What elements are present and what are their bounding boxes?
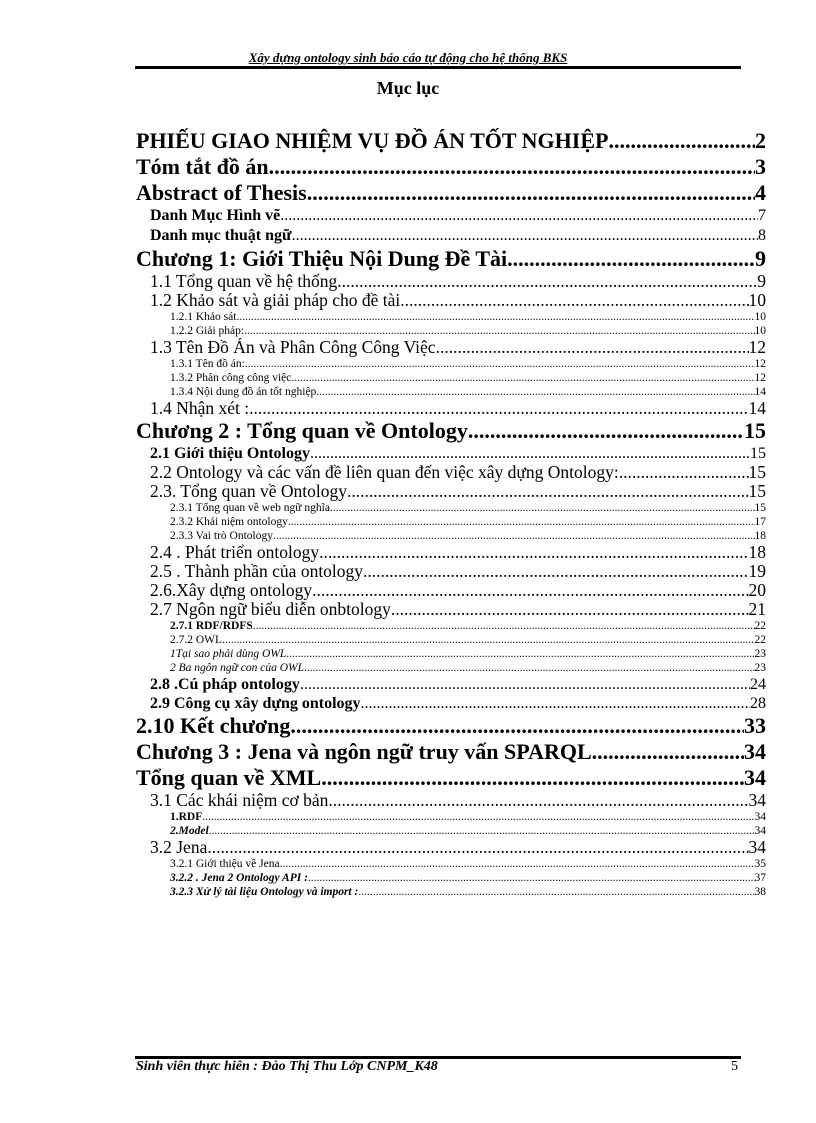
toc-entry[interactable]: Chương 2 : Tổng quan về Ontology ..... 15	[136, 418, 766, 444]
toc-entry[interactable]: 2.7.1 RDF/RDFS ..... 22	[136, 619, 766, 633]
toc-entry[interactable]: 3.1 Các khái niệm cơ bản ..... 34	[136, 791, 766, 810]
toc-entry[interactable]: 3.2 Jena ..... 34	[136, 838, 766, 857]
running-header: Xây dựng ontology sinh báo cáo tự động cho hệ thống BKS	[248, 50, 568, 65]
toc-entry[interactable]: 2.3.3 Vai trò Ontology ..... 18	[136, 529, 766, 543]
toc-entry[interactable]: 2.3.2 Khái niệm ontology ..... 17	[136, 515, 766, 529]
toc-entry[interactable]: 2.9 Công cụ xây dựng ontology ..... 28	[136, 694, 766, 713]
header-rule	[135, 66, 741, 69]
toc-entry[interactable]: 2.7 Ngôn ngữ biểu diễn onbtology ..... 21	[136, 600, 766, 619]
toc-entry[interactable]: Chương 3 : Jena và ngôn ngữ truy vấn SPARQL ..... 34	[136, 739, 766, 765]
toc-entry[interactable]: 2.3. Tổng quan về Ontology ..... 15	[136, 482, 766, 501]
toc-entry[interactable]: Chương 1: Giới Thiệu Nội Dung Đề Tài ..... 9	[136, 246, 766, 272]
toc-entry[interactable]: 1.3 Tên Đồ Án và Phân Công Công Việc ..... 12	[136, 338, 766, 357]
toc-entry[interactable]: 2.Model ..... 34	[136, 824, 766, 838]
toc-entry[interactable]: 3.2.2 . Jena 2 Ontology API : ..... 37	[136, 871, 766, 885]
toc-entry[interactable]: 2.1 Giới thiệu Ontology ..... 15	[136, 444, 766, 463]
toc-entry[interactable]: 1.RDF ..... 34	[136, 810, 766, 824]
toc-entry[interactable]: 1Tại sao phải dùng OWL ..... 23	[136, 647, 766, 661]
toc-entry[interactable]: 2.6.Xây dựng ontology ..... 20	[136, 581, 766, 600]
toc-entry[interactable]: 3.2.3 Xử lý tài liệu Ontology và import : ..... 38	[136, 885, 766, 899]
toc-entry[interactable]: 2.2 Ontology và các vấn đề liên quan đến việc xây dựng Ontology: ..... 15	[136, 463, 766, 482]
toc-entry[interactable]: 3.2.1 Giới thiệu về Jena ..... 35	[136, 857, 766, 871]
toc-entry[interactable]: 2.5 . Thành phần của ontology ..... 19	[136, 562, 766, 581]
toc-entry[interactable]: 2.8 .Cú pháp ontology ..... 24	[136, 675, 766, 694]
toc-entry[interactable]: Tóm tắt đồ án ..... 3	[136, 154, 766, 180]
toc-entry[interactable]: Danh Mục Hình vẽ ..... 7	[136, 206, 766, 226]
toc-entry[interactable]: 2 Ba ngôn ngữ con của OWL ..... 23	[136, 661, 766, 675]
toc-entry[interactable]: 1.3.2 Phân công công việc ..... 12	[136, 371, 766, 385]
toc-entry[interactable]: Tổng quan về XML ..... 34	[136, 765, 766, 791]
toc-entry[interactable]: 1.2.1 Khảo sát ..... 10	[136, 310, 766, 324]
toc-entry[interactable]: 2.7.2 OWL ..... 22	[136, 633, 766, 647]
page-number: 5	[731, 1059, 738, 1074]
toc-entry[interactable]: PHIẾU GIAO NHIỆM VỤ ĐỒ ÁN TỐT NGHIỆP ..... 2	[136, 128, 766, 154]
toc-title: Mục lục	[376, 78, 440, 98]
toc-entry[interactable]: 1.3.4 Nội dung đồ án tốt nghiệp. ..... 14	[136, 385, 766, 399]
toc-entry[interactable]: 1.2.2 Giải pháp: ..... 10	[136, 324, 766, 338]
table-of-contents	[136, 128, 766, 899]
toc-entry[interactable]: Danh mục thuật ngữ ..... 8	[136, 226, 766, 246]
toc-entry[interactable]: Abstract of Thesis ..... 4	[136, 180, 766, 206]
toc-entry[interactable]: 2.10 Kết chương ..... 33	[136, 713, 766, 739]
toc-entry[interactable]: 2.4 . Phát triển ontology ..... 18	[136, 543, 766, 562]
toc-entry[interactable]: 2.3.1 Tổng quan về web ngữ nghĩa ..... 15	[136, 501, 766, 515]
toc-entry[interactable]: 1.2 Khảo sát và giải pháp cho đề tài ..... 10	[136, 291, 766, 310]
footer-author: Sinh viên thực hiên : Đào Thị Thu Lớp CNPM_K48	[136, 1059, 438, 1074]
toc-entry[interactable]: 1.1 Tổng quan về hệ thống ..... 9	[136, 272, 766, 291]
toc-entry[interactable]: 1.4 Nhận xét : ..... 14	[136, 399, 766, 418]
toc-entry[interactable]: 1.3.1 Tên đồ án: ..... 12	[136, 357, 766, 371]
